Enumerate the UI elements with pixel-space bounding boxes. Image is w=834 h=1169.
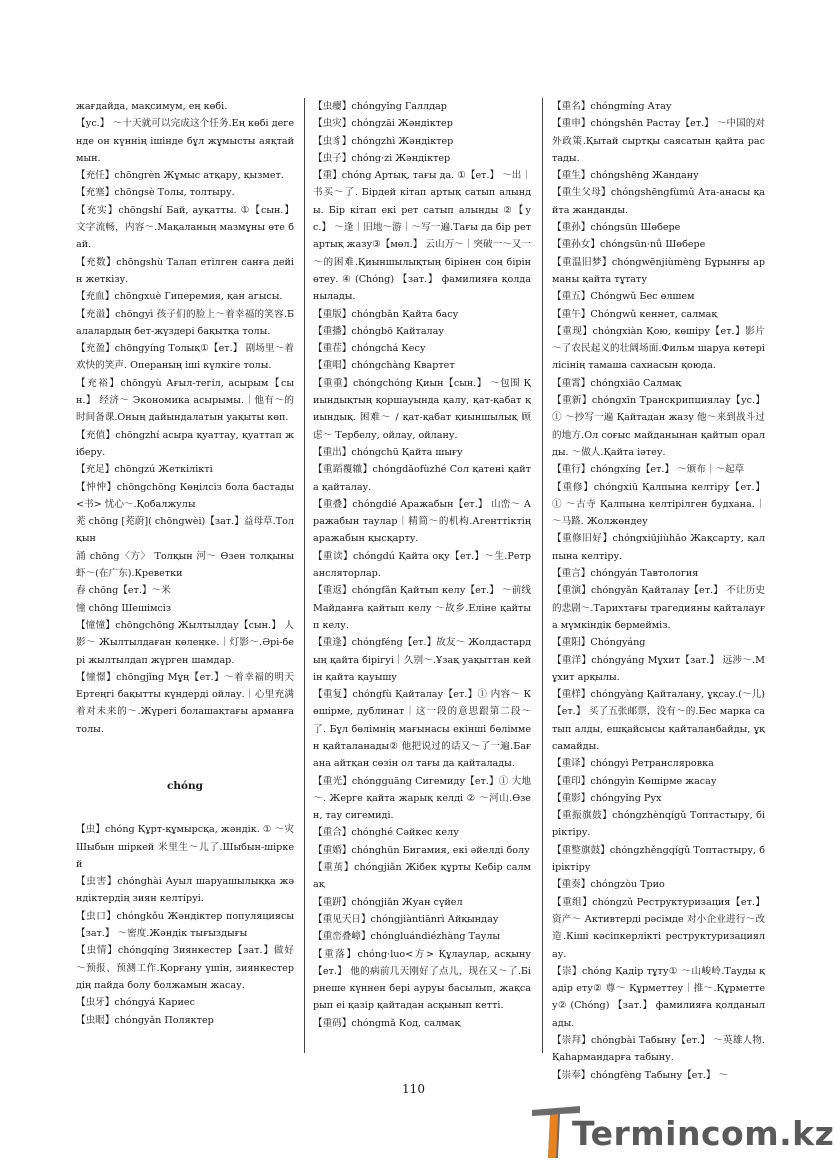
dictionary-entry: 【重见天日】chóngjiàntiānrì Айқындау [313,913,499,925]
dictionary-entry: 【虫牙】chóngyá Кариес [76,997,195,1009]
dictionary-entry: 【重茧】chóngjiǎn Жібек құрты Кебір салмақ [313,862,531,891]
dictionary-entry: 【重振旗鼓】chóngzhènqígǔ Топтастыру, біріктіру. [552,810,765,839]
dictionary-entry: 涌 chōng〈方〉 Толқын 河～ Өзен толқыны 虾～(在广东).Креветки [76,550,294,580]
dictionary-entry: 【重影】chóngyǐng Рух [552,792,662,804]
dictionary-entry: 【虫灾】chóngzāi Жәндіктер [313,118,453,130]
dictionary-entry: 【重码】chóngmǎ Код, салмақ [313,1017,461,1029]
column-1 [76,98,294,1068]
dictionary-entry: 【重叠】chóngdié Аражабын【ет.】 山峦～ Аражабын таулар｜精简～的机构.Агенттіктің аражабын қысқарту. [313,498,531,545]
dictionary-entry: 憧 chōng Шешімсіз [76,602,172,614]
dictionary-entry: 【重落】chóng·luo<方> Құлаулар, асқыну【ет.】 他的病前几天刚好了点儿，现在又～了.Бірнеше күннен бері ауруы басылып, жақсарып еі қазір қайтадан асқынып кетті. [313,948,531,1012]
section-heading: chóng [166,779,203,792]
dictionary-entry: 【充溢】chōngyì 孩子们的脸上～着幸福的笑容.Балалардың бет-жүздері бақытқа толы. [76,308,294,337]
dictionary-entry: 【重生父母】chóngshēngfùmǔ Ата-анасы қайта жанданды. [552,187,765,216]
dictionary-entry: 【重言】chóngyán Тавтология [552,568,699,580]
dictionary-entry: 茺 chōng [茺蔚]( chōngwèi)【зат.】益母草.Толқын [76,516,294,545]
page-number: 110 [402,1082,425,1096]
column-3 [552,98,765,1081]
dictionary-entry: 舂 chōng【ет.】～米 [76,585,171,597]
dictionary-entry: 【重整旗鼓】chóngzhěngqígǔ Топтастыру, біріктіру [552,844,765,874]
column-divider [542,98,543,1053]
dictionary-entry: 【重现】chóngxiàn Қою, көшіру【ет.】影片～了农民起义的壮阔场面.Фильм шаруа көтерілісінің тамаша сахнасын қоюда. [552,325,765,372]
dictionary-entry: 【充实】chōngshí Бай, ауқатты. ①【сын.】 文字流畅，内容～.Мақаланың мазмұны өте бай. [76,204,294,251]
dictionary-entry: 【虫害】chónghài Ауыл шаруашылыққа жәндіктердің зиян келтіруі. [76,876,294,905]
dictionary-entry: 【崇拜】chóngbài Табыну【ет.】 ～英雄人物.Қаһармандарға табыну. [552,1035,765,1064]
dictionary-entry: 【重奏】chóngzòu Трио [552,879,665,891]
dictionary-entry: 【重孙女】chóngsūn·nǚ Шөбере [552,239,706,251]
termincom-logo [528,1100,834,1160]
dictionary-entry: 【充足】chōngzú Жеткілікті [76,464,213,476]
dictionary-entry: 【充血】chōngxuè Гиперемия, қан агысы. [76,291,283,303]
dictionary-entry: 【崇】chóng Қадір тұту① ～山峻岭.Тауды қадір ету② 尊～ Құрметтеу｜推～.Құрметтеу② (Chóng) 【зат.】 фамилияға қолданылады. [552,965,765,1029]
dictionary-entry: 【重行】chóngxíng【ет.】 ～颁布｜～起草 [552,464,745,476]
dictionary-entry: 【重逢】chóngféng【ет.】故友～ Жолдастардың қайта бірігуі｜久别～.Ұзақ уақыттан кейін қайта қауышу [313,637,531,683]
dictionary-entry: 【虫豸】chóngzhì Жәндіктер [313,135,454,147]
dictionary-entry: 【充值】chōngzhí асыра қуаттау, қуаттап жіберу. [76,429,294,458]
dictionary-entry: 【重修旧好】chóngxiūjiùhǎo Жақсарту, қалпына келтіру. [552,533,765,562]
dictionary-entry: 【重蹈覆辙】chóngdǎofùzhé Сол қатені қайта қайталау. [313,464,531,493]
dictionary-entry: 【崇奉】chóngfèng Табыну【ет.】 ～ [552,1069,729,1081]
dictionary-entry: 【重光】chóngguāng Сигемиду【ет.】① 大地～. Жерге қайта жарық келді ② ～河山.Өзен, тау сигемиді. [313,775,531,822]
dictionary-entry: 【充数】chōngshù Талап етілген санға дейін жеткізу. [76,256,294,285]
dictionary-entry: 【重返】chóngfǎn Қайтып келу【ет.】 ～前线 Майданға қайтып келу ～故乡.Еліне қайтып келу. [313,585,531,631]
dictionary-entry: 【重出】chóngchū Қайта шығу [313,446,463,458]
dictionary-entry: 【虫瘿】chóngyǐng Галлдар [313,101,447,112]
dictionary-entry: 【重五】Chóngwǔ Бес өлшем [552,291,695,303]
dictionary-entry: 【重重】chóngchóng Қиын【сын.】 ～包围 Қиындықтың қоршауында қалу, қат-қабат қиындық. 困难～ / қат-қабат қиыншылық 顾虑～ Тербелу, ойлау, ойлану. [313,377,531,441]
dictionary-entry: 【重申】chóngshēn Растау【ет.】 ～中国的对外政策.Қытай сыртқы саясатын қайта растады. [552,118,765,164]
dictionary-entry: 【虫口】chóngkǒu Жәндіктер популяциясы【зат.】 ～密度.Жәндік тығыздығы [76,910,294,940]
dictionary-entry: 【重茬】chóngchá Кесу [313,343,426,355]
dictionary-entry: 【虫子】chóng·zi Жәндіктер [313,152,451,164]
dictionary-entry: 【重名】chóngmíng Атау [552,101,672,112]
dictionary-entry: 【虫】chóng Құрт-құмырсқа, жәндік. ① ～灾 Шыбын шіркей 米里生～儿了.Шыбын-шіркей [76,824,294,870]
dictionary-entry: 【重峦叠嶂】chóngluándiézhàng Таулы [313,931,501,943]
logo-text: Termincom.kz [572,1114,834,1153]
dictionary-entry: 【充任】chōngrèn Жұмыс атқару, қызмет. [76,170,284,182]
dictionary-entry: 【重组】chóngzǔ Реструктуризация【ет.】资产～ Активтерді рәсімде 对小企业进行～改造.Кіші кәсіпкерлікті реструктуризациялау. [552,896,765,960]
dictionary-entry: 【重样】chóngyàng Қайталану, ұқсау.(～儿)【ет.】 买了五张邮票，没有～的.Бес марка сатып алды, ешқайсысы қайталанбайды, ұқсамайды. [552,689,765,752]
dictionary-entry: 【重读】chóngdú Қайта оқу【ет.】～生.Ретрансляторлар. [313,550,531,580]
dictionary-entry: 【重新】chóngxīn Транскрипциялау【ус.】① ～抄写一遍 Қайтадан жазу 他～来到战斗过的地方.Ол соғыс майданынан қайтып оралды. ～做人.Қайта іәтеу. [552,395,765,458]
dictionary-entry: 【重阳】Chóngyáng [552,637,646,649]
dictionary-entry: 【重播】chóngbō Қайталау [313,325,445,337]
dictionary-entry: 【重】chóng Артық, тағы да. ①【ет.】 ～出｜书买～了. Бірдей кітап артық сатып алынды. Бір кітап екі рет сатып алынды ②【ус.】 ～逢｜旧地～游｜～写一遍.Тағы да бір рет артық жазу③【мөл.】 云山万～｜突破一～又一～的困难.Қиыншылықтың бірінен соң бірін өтеу. ④ (Chóng) 【зат.】 фамилияға қолданылады. [313,170,531,303]
dictionary-entry: 【重合】chónghé Сәйкес келу [313,827,459,839]
dictionary-entry: 【充塞】chōngsè Толы, толтыру. [76,187,235,199]
dictionary-entry: 【憧憧】chōngchōng Жылтылдау【сын.】 人影～ Жылтылдаған көлеңке.｜灯影～.Әрі-бері жылтылдап жүрген шамдар. [76,619,294,666]
column-divider [304,98,305,1053]
dictionary-entry: 【重洋】chóngyáng Мұхит【зат.】 远涉～.Мұхит арқылы. [552,654,765,683]
dictionary-entry: 【充裕】chōngyù Ағыл-тегіл, асырым【сын.】 经济～ Экономика асырымы.｜他有～的时间备课.Оның дайындалатын уақыты көп. [76,377,294,424]
dictionary-entry: 【重修】chóngxiū Қалпына келтіру【ет.】① ～古寺 Қалпына келтірілген будхана.｜～马路. Жолжөндеу [552,481,765,528]
dictionary-entry: 【虫情】chóngqíng Зиянкестер【зат.】做好～预报、预测工作.Қорғану үшін, зиянкестердің пайда болу болжамын жасау. [76,945,294,991]
column-2 [313,98,531,1068]
dictionary-entry: 【重版】chóngbǎn Қайта басу [313,308,459,320]
dictionary-entry: 【重唱】chóngchàng Квартет [313,360,455,372]
dictionary-entry: 【重午】Chóngwǔ кеннет, салмақ [552,308,718,320]
dictionary-entry: 【虫眼】chóngyǎn Поляктер [76,1014,214,1026]
dictionary-entry: 【重孙】chóngsūn Шөбере [552,222,681,234]
dictionary-entry: 【重趼】chóngjiǎn Жуан сүйел [313,896,463,908]
dictionary-entry: 【重温旧梦】chóngwēnjiùmèng Бұрынғы арманы қайта тұтату [552,256,765,285]
dictionary-entry: 【忡忡】chōngchōng Көңілсіз бола бастады<书> 忧心～.Қобалжулы [76,481,294,510]
dictionary-entry: 【重生】chóngshēng Жандану [552,170,699,182]
dictionary-entry: 【重复】chóngfù Қайталау【ет.】① 内容～ Көшірме, дублинат｜这一段的意思跟第二段～了. Бұл бөлімнің мағынасы екінші бөліммен қайталанады② 他把说过的话又～了一遍.Бағана айтқан сөзін ол тағы да қайталады. [313,689,531,770]
dictionary-entry: 【重霄】chóngxiāo Салмақ [552,377,682,389]
dictionary-entry: 【重印】chóngyìn Көшірме жасау [552,775,717,787]
dictionary-entry: 【充盈】chōngyíng Толық①【ет.】 剧场里～着欢快的笑声. Операның іші күлкіге толы. [76,343,294,372]
dictionary-entry: 【憧憬】chōngjǐng Мұң【ет.】～着幸福的明天 Ертеңгі бақытты күндерді ойлау.｜心里充满着对未来的～.Жүрегі болашақтағы арманға толы. [76,671,294,735]
dictionary-entry: 【重婚】chónghūn Бигамия, екі әйелді болу [313,844,530,856]
dictionary-entry: 【重译】chóngyì Ретрансляровка [552,758,714,770]
dictionary-entry: 【重演】chóngyǎn Қайталау【ет.】 不让历史的悲剧～.Тарихтағы трагедияны қайталауға мүмкіндік бермейміз. [552,585,765,631]
dictionary-entry: жағдайда, мақсимум, ең көбі. [76,101,228,112]
dictionary-entry: 【ус.】 ～十天就可以完成这个任务.Ең көбі дегенде он күннің ішінде бұл жұмысты аяқтаймын. [76,118,294,164]
